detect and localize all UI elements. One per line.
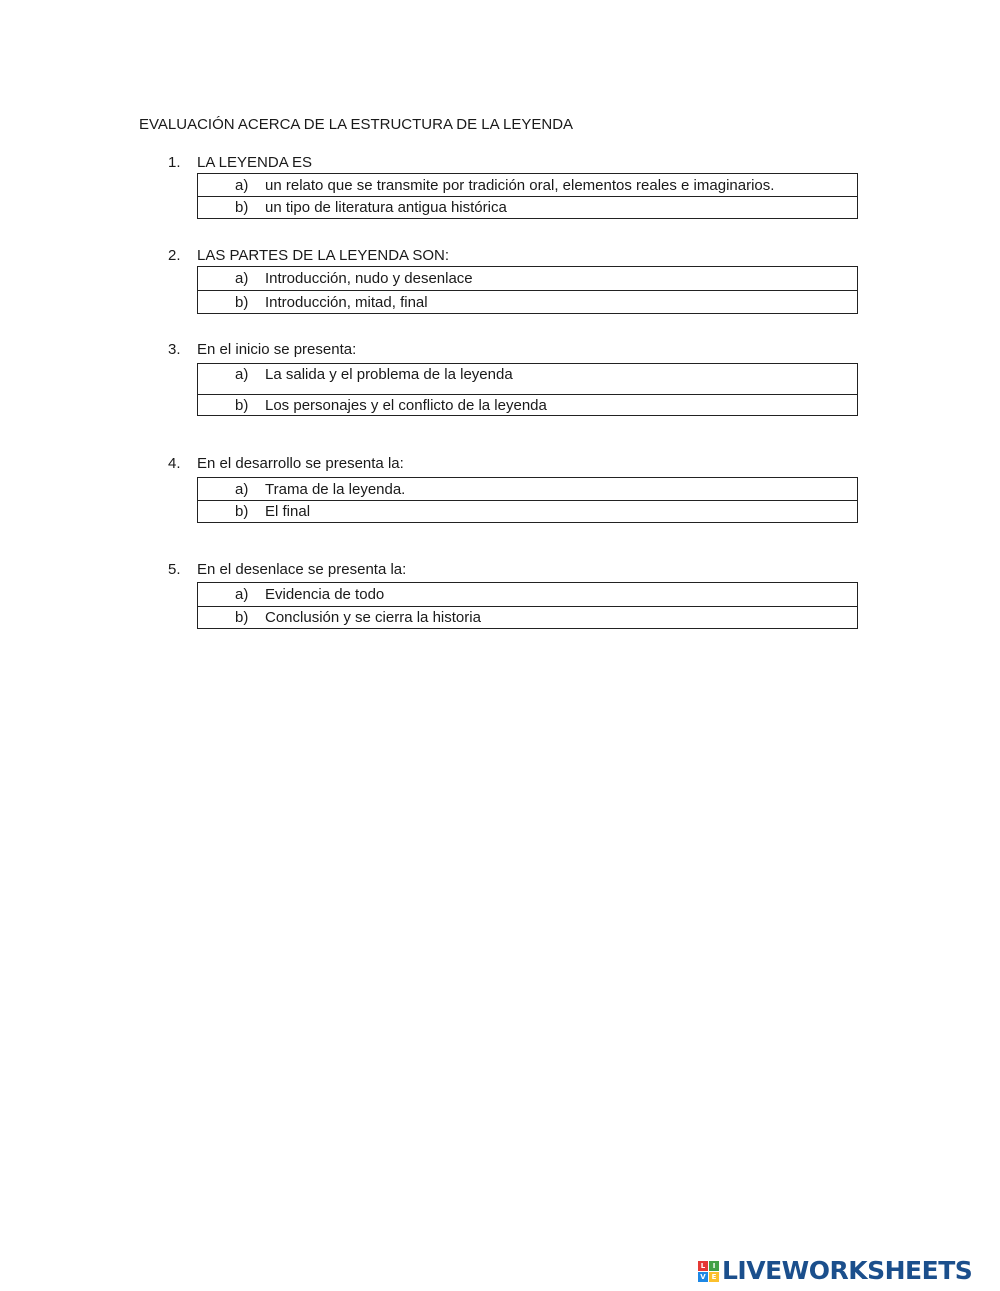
option-b[interactable]	[198, 606, 857, 628]
question-text: LAS PARTES DE LA LEYENDA SON:	[197, 247, 450, 264]
option-text: un relato que se transmite por tradición oral, elementos reales e imaginarios.	[265, 176, 775, 194]
liveworksheets-logo-icon	[698, 1261, 719, 1282]
question-2	[168, 246, 858, 314]
option-a[interactable]	[198, 174, 857, 196]
option-text: Introducción, nudo y desenlace	[265, 270, 473, 287]
question-text: En el desenlace se presenta la:	[197, 561, 407, 578]
option-b[interactable]	[198, 290, 857, 313]
option-text: Introducción, mitad, final	[265, 293, 428, 311]
option-a[interactable]	[198, 267, 857, 290]
option-text: un tipo de literatura antigua histórica	[265, 199, 507, 216]
logo-square-l: L	[698, 1261, 708, 1271]
options-table	[197, 477, 858, 523]
liveworksheets-logo[interactable]	[698, 1256, 972, 1286]
options-table	[197, 582, 858, 629]
option-b[interactable]	[198, 394, 857, 415]
logo-text: LIVEWORKSHEETS	[722, 1256, 973, 1285]
option-letter: a)	[235, 480, 249, 498]
question-5	[168, 560, 858, 629]
option-a[interactable]	[198, 583, 857, 606]
option-text: Conclusión y se cierra la historia	[265, 609, 481, 626]
question-number: 2.	[168, 247, 181, 264]
question-number: 4.	[168, 455, 181, 472]
option-text: El final	[265, 503, 311, 520]
logo-square-v: V	[698, 1272, 708, 1282]
option-b[interactable]	[198, 500, 857, 522]
question-number: 1.	[168, 154, 181, 171]
question-text: LA LEYENDA ES	[197, 154, 313, 171]
question-text: En el inicio se presenta:	[197, 341, 357, 358]
option-text: Trama de la leyenda.	[265, 480, 406, 498]
options-table	[197, 266, 858, 314]
question-number: 5.	[168, 561, 181, 578]
option-letter: a)	[235, 366, 249, 383]
logo-square-i: I	[709, 1261, 719, 1271]
option-b[interactable]	[198, 196, 857, 218]
option-text: Evidencia de todo	[265, 586, 385, 603]
question-3	[168, 340, 858, 416]
option-text: La salida y el problema de la leyenda	[265, 366, 513, 383]
option-letter: b)	[235, 293, 249, 311]
options-table	[197, 173, 858, 219]
option-letter: a)	[235, 586, 249, 603]
option-a[interactable]	[198, 364, 857, 394]
option-letter: b)	[235, 396, 249, 414]
options-table	[197, 363, 858, 416]
question-1	[168, 153, 858, 219]
option-letter: a)	[235, 270, 249, 287]
option-letter: a)	[235, 176, 249, 194]
option-letter: b)	[235, 503, 249, 520]
logo-square-e: E	[709, 1272, 719, 1282]
option-letter: b)	[235, 609, 249, 626]
question-number: 3.	[168, 341, 181, 358]
page-title: EVALUACIÓN ACERCA DE LA ESTRUCTURA DE LA LEYENDA	[139, 116, 574, 133]
option-text: Los personajes y el conflicto de la leyenda	[265, 396, 547, 414]
question-text: En el desarrollo se presenta la:	[197, 455, 404, 472]
option-letter: b)	[235, 199, 249, 216]
question-4	[168, 454, 858, 523]
option-a[interactable]	[198, 478, 857, 500]
